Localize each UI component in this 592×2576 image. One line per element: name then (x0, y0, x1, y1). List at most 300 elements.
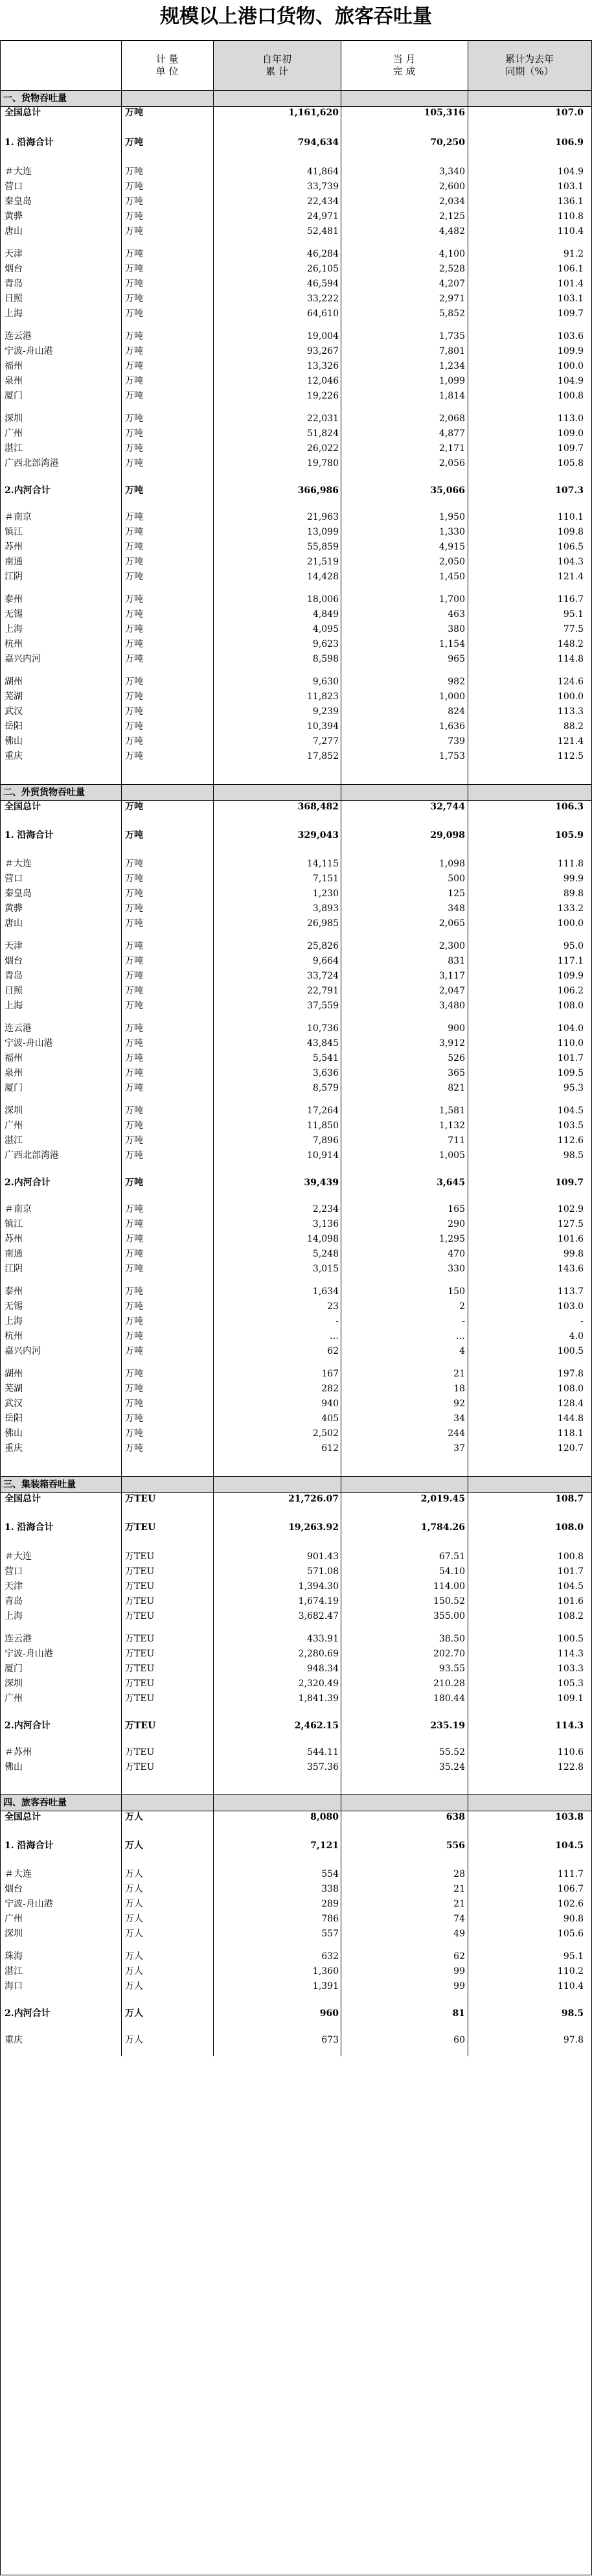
row-name: 全国总计 (5, 802, 41, 812)
row-cumulative: 12,046 (307, 376, 339, 386)
row-unit: 万吨 (125, 721, 143, 732)
row-name: 重庆 (5, 2035, 23, 2045)
row-unit: 万吨 (125, 331, 143, 342)
row-month: 7,801 (438, 346, 465, 356)
row-cumulative: 21,963 (307, 512, 339, 522)
row-yoy: 121.4 (557, 736, 584, 747)
row-name: 湛江 (5, 1966, 23, 1977)
row-month: 180.44 (433, 1693, 465, 1704)
row-yoy: 103.0 (557, 1301, 584, 1312)
row-unit: 万吨 (125, 428, 143, 439)
section-title: 一、货物吞吐量 (3, 93, 67, 104)
table-row (1, 1927, 591, 1942)
row-month: 99 (453, 1981, 465, 1991)
row-cumulative: 2,280.69 (298, 1649, 339, 1659)
row-month: 29,098 (430, 830, 465, 841)
row-name: 无锡 (5, 1301, 23, 1312)
row-month: 380 (448, 624, 465, 634)
row-yoy: 101.7 (557, 1053, 584, 1063)
row-month: 4,207 (438, 279, 465, 289)
row-cumulative: 338 (321, 1884, 339, 1894)
row-cumulative: 405 (321, 1413, 339, 1424)
table-row (1, 1839, 591, 1853)
row-month: 2,050 (438, 557, 465, 567)
row-cumulative: 1,394.30 (298, 1581, 339, 1592)
table-row (1, 525, 591, 540)
row-unit: 万吨 (125, 108, 143, 118)
row-cumulative: 612 (321, 1443, 339, 1454)
row-unit: 万吨 (125, 1135, 143, 1146)
row-unit: 万吨 (125, 542, 143, 552)
table-row (1, 969, 591, 984)
row-yoy: 104.5 (555, 1840, 584, 1851)
row-month: 330 (448, 1264, 465, 1274)
row-unit: 万TEU (125, 1551, 155, 1562)
row-month: 125 (448, 888, 465, 899)
row-month: 1,700 (438, 594, 465, 605)
row-name: 连云港 (5, 1023, 32, 1034)
row-month: 92 (453, 1398, 465, 1409)
table-row (1, 1632, 591, 1647)
row-name: 1. 沿海合计 (5, 1522, 54, 1533)
table-row (1, 1441, 591, 1456)
row-unit: 万TEU (125, 1747, 155, 1758)
row-name: 深圳 (5, 413, 23, 424)
row-yoy: 103.6 (557, 331, 584, 342)
row-name: 深圳 (5, 1929, 23, 1939)
row-yoy: 88.2 (563, 721, 584, 732)
row-month: 463 (448, 609, 465, 620)
row-yoy: 107.3 (555, 485, 584, 496)
row-yoy: 106.7 (557, 1884, 584, 1894)
row-name: 上海 (5, 1001, 23, 1011)
row-cumulative: 167 (321, 1369, 339, 1379)
row-month: 2,056 (438, 458, 465, 469)
row-unit: 万人 (125, 1929, 143, 1939)
row-unit: 万吨 (125, 859, 143, 869)
row-name: 岳阳 (5, 1413, 23, 1424)
row-cumulative: 5,541 (312, 1053, 339, 1063)
row-cumulative: 33,724 (307, 971, 339, 981)
statistics-table (0, 40, 592, 2575)
row-yoy: 97.8 (563, 2035, 584, 2045)
row-yoy: 108.0 (557, 1384, 584, 1394)
row-unit: 万吨 (125, 1249, 143, 1259)
row-unit: 万TEU (125, 1596, 155, 1607)
row-yoy: 107.0 (555, 108, 584, 118)
row-unit: 万吨 (125, 196, 143, 207)
row-name: 营口 (5, 181, 23, 192)
row-unit: 万吨 (125, 830, 143, 841)
row-month: 54.10 (438, 1566, 465, 1577)
row-cumulative: 19,263.92 (288, 1522, 339, 1533)
row-unit: 万吨 (125, 1038, 143, 1049)
row-unit: 万吨 (125, 1234, 143, 1244)
table-row (1, 637, 591, 652)
table-row (1, 1051, 591, 1066)
table-row (1, 2033, 591, 2048)
row-unit: 万吨 (125, 279, 143, 289)
table-row (1, 719, 591, 734)
row-yoy: 95.1 (563, 1951, 584, 1962)
section-header (1, 1476, 591, 1493)
table-row (1, 954, 591, 969)
table-row (1, 1691, 591, 1706)
header-yoy (468, 41, 591, 90)
row-cumulative: 368,482 (297, 802, 339, 812)
row-yoy: 98.5 (563, 1150, 584, 1161)
row-name: 营口 (5, 874, 23, 884)
row-yoy: 108.7 (555, 1494, 584, 1504)
row-cumulative: 1,161,620 (288, 108, 339, 118)
row-unit: 万吨 (125, 1369, 143, 1379)
row-name: 1. 沿海合计 (5, 830, 54, 841)
row-yoy: 99.8 (563, 1249, 584, 1259)
row-month: 21 (453, 1884, 465, 1894)
row-unit: 万TEU (125, 1721, 156, 1731)
row-yoy: 110.4 (557, 226, 584, 237)
row-unit: 万吨 (125, 1384, 143, 1394)
row-month: 348 (448, 903, 465, 914)
row-name: 连云港 (5, 331, 32, 342)
row-cumulative: 4,849 (312, 609, 339, 620)
header-unit-line1: 计 量 (155, 53, 179, 65)
row-cumulative: 22,434 (307, 196, 339, 207)
row-yoy: 104.3 (557, 557, 584, 567)
header-month (341, 41, 468, 90)
table-row (1, 1492, 591, 1507)
row-month: 1,636 (438, 721, 465, 732)
table-row (1, 570, 591, 585)
row-month: 470 (448, 1249, 465, 1259)
row-month: 1,000 (438, 691, 465, 702)
row-yoy: 95.0 (563, 941, 584, 951)
row-yoy: 114.8 (557, 654, 584, 664)
row-yoy: 111.7 (557, 1869, 584, 1879)
row-name: 2.内河合计 (5, 485, 51, 496)
row-yoy: 103.8 (555, 1812, 584, 1822)
row-cumulative: … (330, 1331, 339, 1341)
row-cumulative: 26,105 (307, 264, 339, 274)
row-month: 526 (448, 1053, 465, 1063)
table-row (1, 1329, 591, 1344)
table-row (1, 1262, 591, 1277)
row-unit: 万人 (125, 1981, 143, 1991)
row-month: 556 (446, 1840, 465, 1851)
row-unit: 万吨 (125, 1001, 143, 1011)
row-month: 1,735 (438, 331, 465, 342)
row-month: 49 (453, 1929, 465, 1939)
row-month: 500 (448, 874, 465, 884)
row-cumulative: 41,864 (307, 167, 339, 177)
table-row (1, 1647, 591, 1662)
row-cumulative: 1,360 (312, 1966, 339, 1977)
row-name: 秦皇岛 (5, 196, 32, 207)
row-month: 1,950 (438, 512, 465, 522)
row-yoy: 109.0 (557, 428, 584, 439)
table-row (1, 1397, 591, 1411)
section-title: 二、外贸货物吞吐量 (3, 787, 85, 798)
row-name: 湖州 (5, 677, 23, 687)
row-yoy: 133.2 (557, 903, 584, 914)
row-month: 202.70 (433, 1649, 465, 1659)
row-month: 739 (448, 736, 465, 747)
row-name: 2.内河合计 (5, 1721, 51, 1731)
table-row (1, 1760, 591, 1775)
row-month: 2,047 (438, 986, 465, 996)
row-cumulative: 14,098 (307, 1234, 339, 1244)
row-unit: 万TEU (125, 1611, 155, 1621)
row-name: 2.内河合计 (5, 1178, 51, 1188)
row-cumulative: - (336, 1316, 339, 1327)
row-cumulative: 289 (321, 1899, 339, 1909)
table-row (1, 857, 591, 872)
row-unit: 万吨 (125, 391, 143, 401)
row-cumulative: 11,823 (307, 691, 339, 702)
row-month: 2,971 (438, 294, 465, 304)
row-name: 芜湖 (5, 1384, 23, 1394)
row-cumulative: 7,896 (312, 1135, 339, 1146)
row-month: 32,744 (430, 802, 465, 812)
row-cumulative: 557 (321, 1929, 339, 1939)
table-row (1, 329, 591, 344)
row-yoy: 113.7 (557, 1286, 584, 1297)
row-name: 苏州 (5, 542, 23, 552)
row-cumulative: 18,006 (307, 594, 339, 605)
row-yoy: 113.3 (557, 706, 584, 717)
table-row (1, 555, 591, 570)
row-name: 南通 (5, 557, 23, 567)
row-month: 982 (448, 677, 465, 687)
row-unit: 万吨 (125, 211, 143, 222)
row-month: 67.51 (438, 1551, 465, 1562)
table-row (1, 456, 591, 471)
row-yoy: 109.8 (557, 527, 584, 537)
row-month: 210.28 (433, 1678, 465, 1689)
row-name: 泰州 (5, 594, 23, 605)
row-cumulative: 632 (321, 1951, 339, 1962)
table-row (1, 734, 591, 749)
table-row (1, 939, 591, 954)
row-unit: 万吨 (125, 264, 143, 274)
row-month: 2 (459, 1301, 465, 1312)
row-month: 4,100 (438, 249, 465, 259)
table-row (1, 374, 591, 389)
table-row (1, 1148, 591, 1163)
row-month: 38.50 (438, 1634, 465, 1644)
row-unit: 万吨 (125, 1023, 143, 1034)
row-cumulative: 9,239 (312, 706, 339, 717)
row-cumulative: 26,985 (307, 918, 339, 929)
row-cumulative: 9,664 (312, 956, 339, 966)
row-name: 福州 (5, 361, 23, 371)
row-yoy: 100.8 (557, 1551, 584, 1562)
row-cumulative: 39,439 (304, 1178, 339, 1188)
row-name: ＃大连 (5, 859, 32, 869)
row-name: 湖州 (5, 1369, 23, 1379)
table-row (1, 652, 591, 667)
row-month: 821 (448, 1083, 465, 1093)
row-month: 3,117 (438, 971, 465, 981)
row-yoy: 118.1 (557, 1428, 584, 1439)
table-row (1, 1021, 591, 1036)
row-name: 湛江 (5, 1135, 23, 1146)
page-title: 规模以上港口货物、旅客吞吐量 (160, 5, 432, 28)
row-name: 芜湖 (5, 691, 23, 702)
row-cumulative: 544.11 (307, 1747, 339, 1758)
row-yoy: 136.1 (557, 196, 584, 207)
row-name: 全国总计 (5, 1494, 41, 1504)
table-row (1, 704, 591, 719)
row-cumulative: 1,841.39 (298, 1693, 339, 1704)
row-unit: 万TEU (125, 1581, 155, 1592)
row-yoy: 90.8 (563, 1914, 584, 1924)
row-unit: 万TEU (125, 1678, 155, 1689)
row-cumulative: 2,502 (312, 1428, 339, 1439)
row-cumulative: 940 (321, 1398, 339, 1409)
row-name: 武汉 (5, 1398, 23, 1409)
row-cumulative: 5,248 (312, 1249, 339, 1259)
row-yoy: 109.7 (557, 443, 584, 454)
row-month: 2,125 (438, 211, 465, 222)
row-unit: 万人 (125, 1840, 143, 1851)
row-name: 武汉 (5, 706, 23, 717)
row-cumulative: 9,623 (312, 639, 339, 649)
row-yoy: 91.2 (563, 249, 584, 259)
row-month: 3,912 (438, 1038, 465, 1049)
row-yoy: 124.6 (557, 677, 584, 687)
row-month: 165 (448, 1204, 465, 1214)
table-row (1, 209, 591, 224)
header-unit (121, 41, 213, 90)
row-name: 烟台 (5, 264, 23, 274)
row-yoy: 109.5 (557, 1068, 584, 1078)
row-month: 824 (448, 706, 465, 717)
table-row (1, 872, 591, 887)
table-row (1, 540, 591, 555)
row-yoy: 101.7 (557, 1566, 584, 1577)
header-month-line2: 完 成 (393, 65, 416, 77)
row-month: 1,132 (438, 1120, 465, 1131)
row-cumulative: 13,326 (307, 361, 339, 371)
row-month: 21 (453, 1369, 465, 1379)
row-name: 烟台 (5, 956, 23, 966)
row-yoy: 98.5 (561, 2008, 584, 2019)
header-unit-line2: 单 位 (155, 65, 179, 77)
row-cumulative: 33,222 (307, 294, 339, 304)
row-name: 营口 (5, 1566, 23, 1577)
row-unit: 万TEU (125, 1693, 155, 1704)
row-unit: 万吨 (125, 557, 143, 567)
row-name: 厦门 (5, 391, 23, 401)
row-unit: 万吨 (125, 1204, 143, 1214)
row-yoy: 116.7 (557, 594, 584, 605)
row-name: ＃南京 (5, 1204, 32, 1214)
table-row (1, 1549, 591, 1564)
table-row (1, 1217, 591, 1232)
row-month: 105,316 (424, 108, 465, 118)
row-unit: 万吨 (125, 1428, 143, 1439)
row-yoy: 109.9 (557, 346, 584, 356)
table-row (1, 1579, 591, 1594)
row-unit: 万吨 (125, 706, 143, 717)
row-cumulative: 10,914 (307, 1150, 339, 1161)
table-row (1, 1520, 591, 1535)
table-row (1, 1912, 591, 1927)
row-cumulative: 55,859 (307, 542, 339, 552)
row-name: 黄骅 (5, 211, 23, 222)
row-name: 黄骅 (5, 903, 23, 914)
column-divider (213, 40, 214, 2056)
row-yoy: 117.1 (557, 956, 584, 966)
row-month: 2,300 (438, 941, 465, 951)
table-row (1, 1066, 591, 1081)
row-yoy: 101.4 (557, 279, 584, 289)
row-yoy: 100.5 (557, 1346, 584, 1356)
row-cumulative: 19,226 (307, 391, 339, 401)
row-month: 638 (446, 1812, 465, 1822)
row-yoy: 89.8 (563, 888, 584, 899)
row-cumulative: 673 (321, 2035, 339, 2045)
row-month: 55.52 (438, 1747, 465, 1758)
row-yoy: - (580, 1316, 584, 1327)
row-unit: 万吨 (125, 639, 143, 649)
row-month: 150.52 (433, 1596, 465, 1607)
row-unit: 万吨 (125, 874, 143, 884)
table-row (1, 1979, 591, 1994)
row-yoy: 110.0 (557, 1038, 584, 1049)
row-name: 日照 (5, 986, 23, 996)
row-unit: 万吨 (125, 1068, 143, 1078)
row-cumulative: 10,736 (307, 1023, 339, 1034)
row-unit: 万吨 (125, 308, 143, 319)
row-name: 广州 (5, 428, 23, 439)
row-name: 镇江 (5, 527, 23, 537)
table-row (1, 1119, 591, 1133)
row-unit: 万人 (125, 1884, 143, 1894)
row-cumulative: 366,986 (297, 485, 339, 496)
row-yoy: 143.6 (557, 1264, 584, 1274)
section-title: 三、集装箱吞吐量 (3, 1479, 76, 1490)
row-cumulative: 23 (327, 1301, 339, 1312)
row-yoy: 114.3 (555, 1721, 584, 1731)
row-name: 无锡 (5, 609, 23, 620)
table-row (1, 510, 591, 525)
row-name: 江阴 (5, 572, 23, 582)
row-unit: 万吨 (125, 1120, 143, 1131)
row-month: 2,019.45 (420, 1494, 465, 1504)
row-cumulative: 2,234 (312, 1204, 339, 1214)
row-name: 佛山 (5, 736, 23, 747)
row-cumulative: 8,598 (312, 654, 339, 664)
row-yoy: 112.5 (557, 751, 584, 761)
row-cumulative: 46,594 (307, 279, 339, 289)
row-month: 5,852 (438, 308, 465, 319)
row-unit: 万吨 (125, 1264, 143, 1274)
row-name: 烟台 (5, 1884, 23, 1894)
row-month: 35.24 (438, 1762, 465, 1772)
row-month: 290 (448, 1219, 465, 1229)
row-yoy: 110.8 (557, 211, 584, 222)
row-unit: 万人 (125, 1812, 143, 1822)
table-row (1, 194, 591, 209)
row-cumulative: 19,004 (307, 331, 339, 342)
row-name: 1. 沿海合计 (5, 1840, 54, 1851)
row-cumulative: 960 (319, 2008, 339, 2019)
header-month-line1: 当 月 (393, 53, 416, 65)
table-row (1, 483, 591, 498)
table-row (1, 999, 591, 1014)
